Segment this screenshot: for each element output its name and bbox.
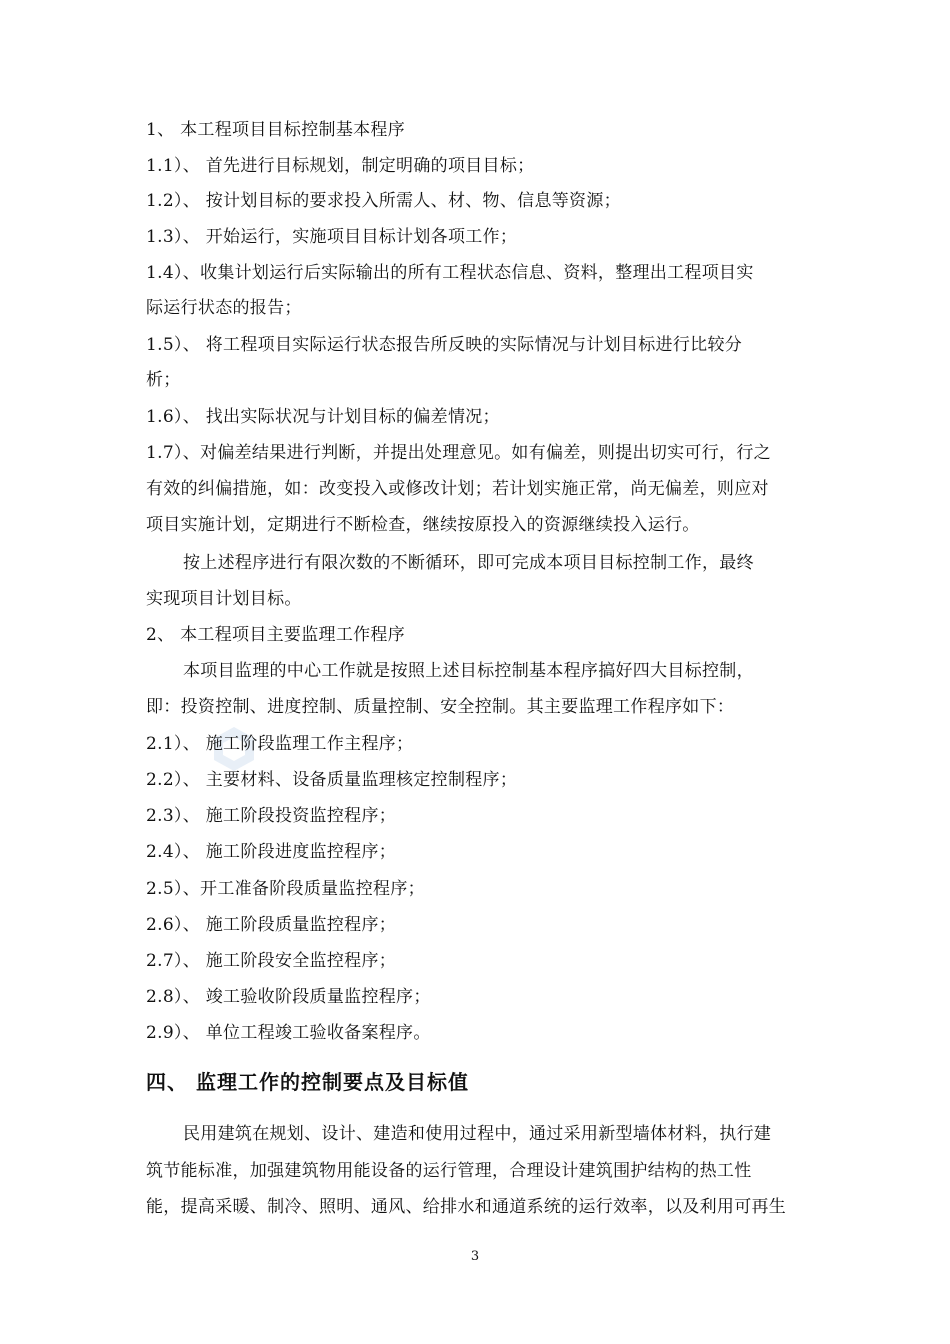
text-line: 1、 本工程项目目标控制基本程序 <box>146 120 406 140</box>
text-line: 1.6）、 找出实际状况与计划目标的偏差情况； <box>146 407 500 427</box>
text-line: 1.5）、 将工程项目实际运行状态报告所反映的实际情况与计划目标进行比较分 <box>146 335 743 355</box>
text-line: 2.9）、 单位工程竣工验收备案程序。 <box>146 1023 431 1043</box>
body-text-line: 筑节能标准，加强建筑物用能设备的运行管理，合理设计建筑围护结构的热工性 <box>146 1161 752 1181</box>
body-text-line: 民用建筑在规划、设计、建造和使用过程中，通过采用新型墙体材料，执行建 <box>183 1124 772 1144</box>
text-line: 2.2）、 主要材料、设备质量监理核定控制程序； <box>146 770 518 790</box>
text-line: 项目实施计划，定期进行不断检查，继续按原投入的资源继续投入运行。 <box>146 515 700 535</box>
text-line: 2.6）、 施工阶段质量监控程序； <box>146 915 397 935</box>
text-line: 有效的纠偏措施，如：改变投入或修改计划；若计划实施正常，尚无偏差，则应对 <box>146 479 769 499</box>
text-line: 2.3）、 施工阶段投资监控程序； <box>146 806 397 826</box>
text-line: 实现项目计划目标。 <box>146 589 302 609</box>
text-line: 1.3）、 开始运行，实施项目目标计划各项工作； <box>146 227 518 247</box>
text-line: 2.8）、 竣工验收阶段质量监控程序； <box>146 987 431 1007</box>
text-line: 即：投资控制、进度控制、质量控制、安全控制。其主要监理工作程序如下： <box>146 697 735 717</box>
text-line: 本项目监理的中心工作就是按照上述目标控制基本程序搞好四大目标控制， <box>183 661 754 681</box>
text-line: 2.7）、 施工阶段安全监控程序； <box>146 951 397 971</box>
text-line: 2.1）、 施工阶段监理工作主程序； <box>146 734 414 754</box>
page-number: 3 <box>470 1249 480 1264</box>
text-line: 1.7）、对偏差结果进行判断，并提出处理意见。如有偏差，则提出切实可行，行之 <box>146 443 771 463</box>
body-text-line: 能，提高采暖、制冷、照明、通风、给排水和通道系统的运行效率，以及利用可再生 <box>146 1197 787 1217</box>
text-line: 际运行状态的报告； <box>146 298 302 318</box>
text-line: 按上述程序进行有限次数的不断循环，即可完成本项目目标控制工作，最终 <box>183 553 754 573</box>
text-line: 2.5）、开工准备阶段质量监控程序； <box>146 879 425 899</box>
section-heading: 四、 监理工作的控制要点及目标值 <box>146 1070 469 1094</box>
text-line: 析； <box>146 370 181 390</box>
text-line: 1.2）、 按计划目标的要求投入所需人、材、物、信息等资源； <box>146 191 621 211</box>
text-line: 1.1）、 首先进行目标规划，制定明确的项目目标； <box>146 156 535 176</box>
text-line: 1.4）、收集计划运行后实际输出的所有工程状态信息、资料，整理出工程项目实 <box>146 263 754 283</box>
text-line: 2.4）、 施工阶段进度监控程序； <box>146 842 397 862</box>
text-line: 2、 本工程项目主要监理工作程序 <box>146 625 406 645</box>
